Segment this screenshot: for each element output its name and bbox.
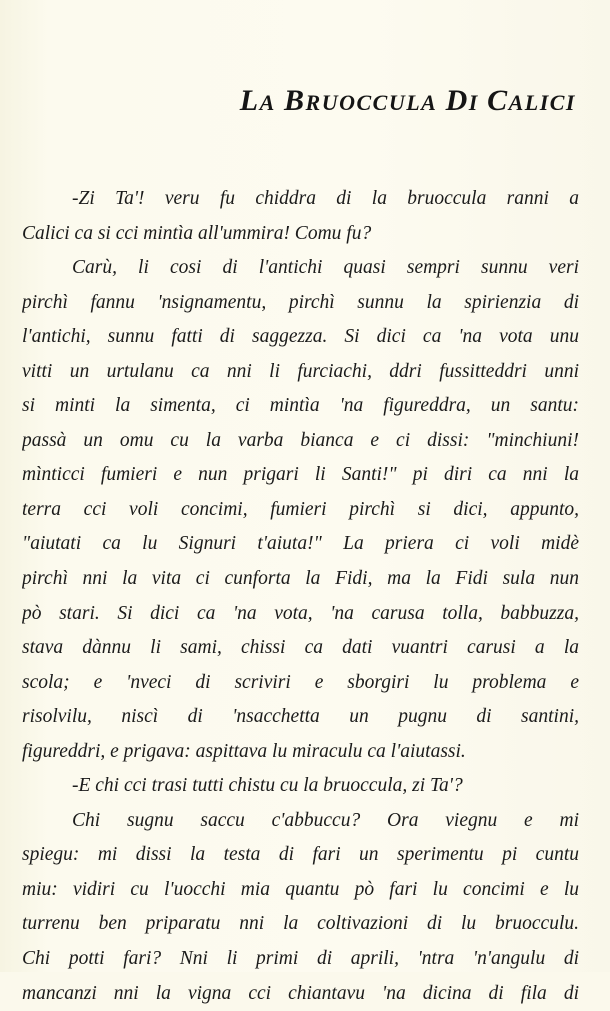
text-line: mancanzi nni la vigna cci chiantavu 'na dicina di fila di [22,982,579,1004]
title-word-part: RUOCCULA [305,90,438,115]
text-line: mìnticci fumieri e nun prigari li Santi!" pi diri ca nni la [22,464,579,486]
text-line: risolvilu, niscì di 'nsacchetta un pugnu di santini, [22,706,579,728]
title-word-part: I [468,90,479,115]
text-line: stava dànnu li sami, chissi ca dati vuantri carusi a la [22,637,579,659]
text-line: turrenu ben priparatu nni la coltivazioni di lu bruocculu. [22,913,579,935]
text-line: Calici ca si cci mintìa all'ummira! Comu fu? [22,222,372,244]
text-line: -E chi cci trasi tutti chistu cu la bruoccula, zi Ta'? [72,775,463,797]
title-initial: C [487,84,509,117]
text-line: si minti la simenta, ci mintìa 'na figureddra, un santu: [22,395,579,417]
text-line: miu: vidiri cu l'uocchi mia quantu pò fari lu concimi e lu [22,878,579,900]
text-line: -Zi Ta'! veru fu chiddra di la bruoccula ranni a [72,188,579,209]
text-line: spiegu: mi dissi la testa di fari un sperimentu pi cuntu [22,844,579,866]
text-line: terra cci voli concimi, fumieri pirchì si dici, appunto, [22,498,579,520]
text-line: l'antichi, sunnu fatti di saggezza. Si dici ca 'na vota unu [22,326,579,348]
text-line: Chi sugnu saccu c'abbuccu? Ora viegnu e mi [72,809,579,831]
text-line: passà un omu cu la varba bianca e ci dissi: "minchiuni! [22,429,579,451]
chapter-title [240,84,576,118]
title-word-part: ALICI [508,90,576,115]
text-line: figureddri, e prigava: aspittava lu miraculu ca l'aiutassi. [22,740,466,762]
text-line: vitti un urtulanu ca nni li furciachi, ddri fussitteddri unni [22,360,579,382]
text-line: pò stari. Si dici ca 'na vota, 'na carusa tolla, babbuzza, [22,602,579,624]
title-initial: B [284,84,306,117]
title-initial: L [239,84,260,117]
text-line: Chi potti fari? Nni li primi di aprili, 'ntra 'n'angulu di [22,948,579,970]
text-line: Carù, li cosi di l'antichi quasi sempri sunnu veri [72,257,579,279]
text-line: pirchì fannu 'nsignamentu, pirchì sunnu la spirienzia di [22,291,579,313]
text-line: "aiutati ca lu Signuri t'aiuta!" La priera ci voli midè [22,533,579,555]
title-initial: D [445,84,469,117]
text-line: scola; e 'nveci di scriviri e sborgiri lu problema e [22,671,579,693]
text-line: pirchì nni la vita ci cunforta la Fidi, ma la Fidi sula nun [22,568,579,590]
title-word-part: A [259,90,276,115]
body-text [22,182,579,1011]
